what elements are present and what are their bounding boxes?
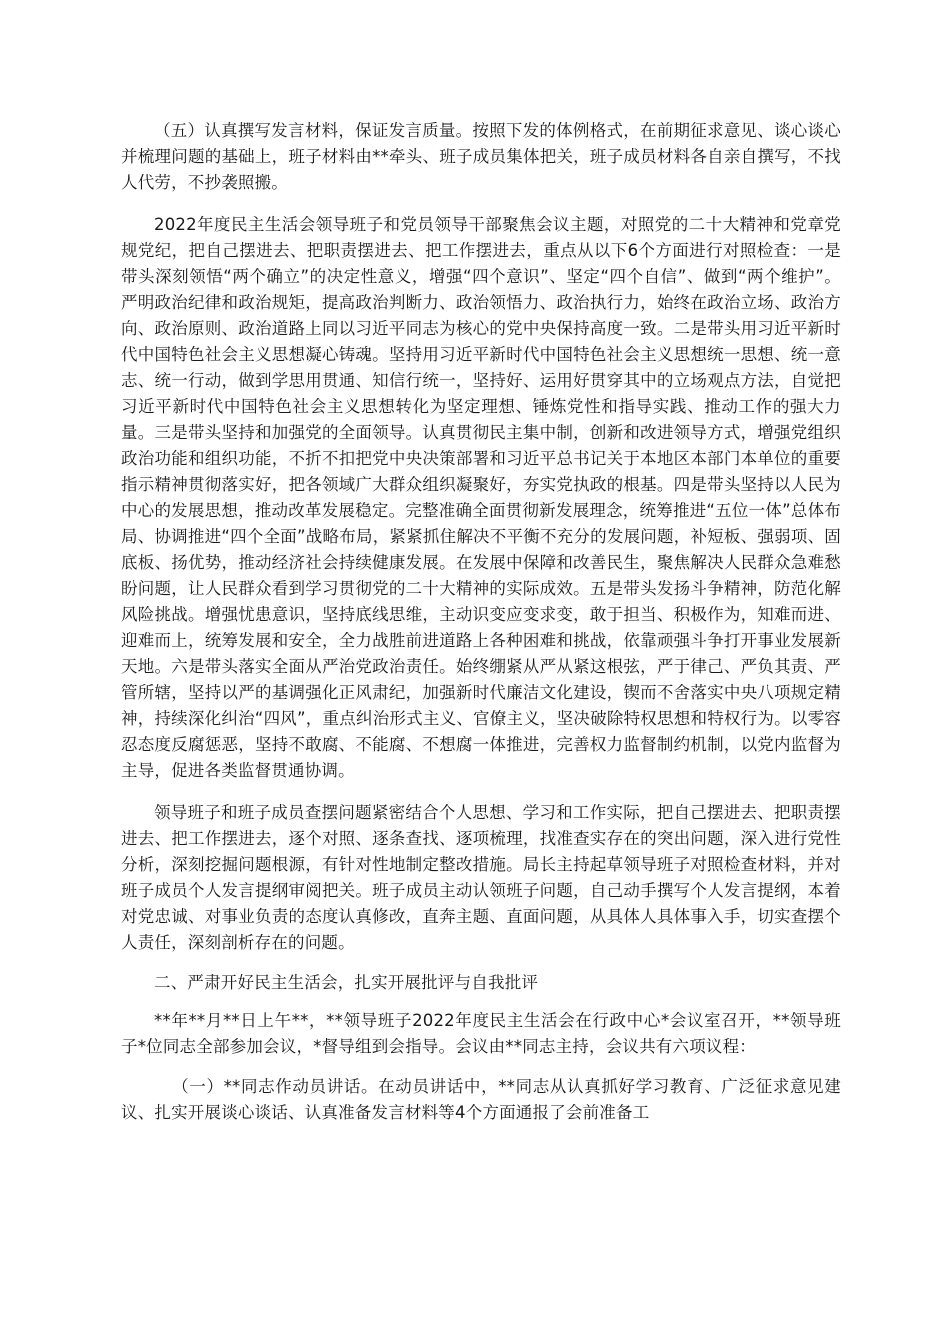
paragraph-five-speech-materials: （五）认真撰写发言材料，保证发言质量。按照下发的体例格式，在前期征求意见、谈心谈心并梳理问题的基础上，班子材料由**牵头、班子成员集体把关，班子成员材料各自亲自撰写，不找人代劳，不抄袭照搬。 [121,121,841,192]
section-heading-two: 二、严肃开好民主生活会，扎实开展批评与自我批评 [154,973,539,992]
document-page [121,118,841,1126]
paragraph-leadership-problem-review: 领导班子和班子成员查摆问题紧密结合个人思想、学习和工作实际，把自己摆进去、把职责摆进去、把工作摆进去，逐个对照、逐条查找、逐项梳理，找准查实存在的突出问题，深入进行党性分析，深刻挖掘问题根源，有针对性地制定整改措施。局长主持起草领导班子对照检查材料，并对班子成员个人发言提纲审阅把关。班子成员主动认领班子问题，自己动手撰写个人发言提纲，本着对党忠诚、对事业负责的态度认真修改，直奔主题、直面问题，从具体人具体事入手，切实查摆个人责任，深刻剖析存在的问题。 [121,803,841,952]
paragraph-item-one: （一）**同志作动员讲话。在动员讲话中，**同志从认真抓好学习教育、广泛征求意见建议、扎实开展谈心谈话、认真准备发言材料等4个方面通报了会前准备工 [121,1077,841,1122]
paragraph-2022-inspection-points: 2022年度民主生活会领导班子和党员领导干部聚焦会议主题，对照党的二十大精神和党章党规党纪，把自己摆进去、把职责摆进去、把工作摆进去，重点从以下6个方面进行对照检查：一是带头深刻领悟“两个确立”的决定性意义，增强“四个意识”、坚定“四个自信”、做到“两个维护”。严明政治纪律和政治规矩，提高政治判断力、政治领悟力、政治执行力，始终在政治立场、政治方向、政治原则、政治道路上同以习近平同志为核心的党中央保持高度一致。二是带头用习近平新时代中国特色社会主义思想凝心铸魂。坚持用习近平新时代中国特色社会主义思想统一思想、统一意志、统一行动，做到学思用贯通、知信行统一，坚持好、运用好贯穿其中的立场观点方法，自觉把习近平新时代中国特色社会主义思想转化为坚定理想、锤炼党性和指导实践、推动工作的强大力量。三是带头坚持和加强党的全面领导。认真贯彻民主集中制，创新和改进领导方式，增强党组织政治功能和组织功能，不折不扣把党中央决策部署和习近平总书记关于本地区本部门本单位的重要指示精神贯彻落实好，把各领域广大群众组织凝聚好，夯实党执政的根基。四是带头坚持以人民为中心的发展思想，推动改革发展稳定。完整准确全面贯彻新发展理念，统筹推进“五位一体”总体布局、协调推进“四个全面”战略布局，紧紧抓住解决不平衡不充分的发展问题，补短板、强弱项、固底板、扬优势，推动经济社会持续健康发展。在发展中保障和改善民生，聚焦解决人民群众急难愁盼问题，让人民群众看到学习贯彻党的二十大精神的实际成效。五是带头发扬斗争精神，防范化解风险挑战。增强忧患意识，坚持底线思维，主动识变应变求变，敢于担当、积极作为，知难而进、迎难而上，统筹发展和安全，全力战胜前进道路上各种困难和挑战，依靠顽强斗争打开事业发展新天地。六是带头落实全面从严治党政治责任。始终绷紧从严从紧这根弦，严于律己、严负其责、严管所辖，坚持以严的基调强化正风肃纪，加强新时代廉洁文化建设，锲而不舍落实中央八项规定精神，持续深化纠治“四风”，重点纠治形式主义、官僚主义，坚决破除特权思想和特权行为。以零容忍态度反腐惩恶，坚持不敢腐、不能腐、不想腐一体推进，完善权力监督制约机制，以党内监督为主导，促进各类监督贯通协调。 [121,215,841,780]
paragraph-meeting-date: **年**月**日上午**，**领导班子2022年度民主生活会在行政中心*会议室召开，**领导班子*位同志全部参加会议，*督导组到会指导。会议由**同志主持，会议共有六项议程： [121,1011,841,1056]
